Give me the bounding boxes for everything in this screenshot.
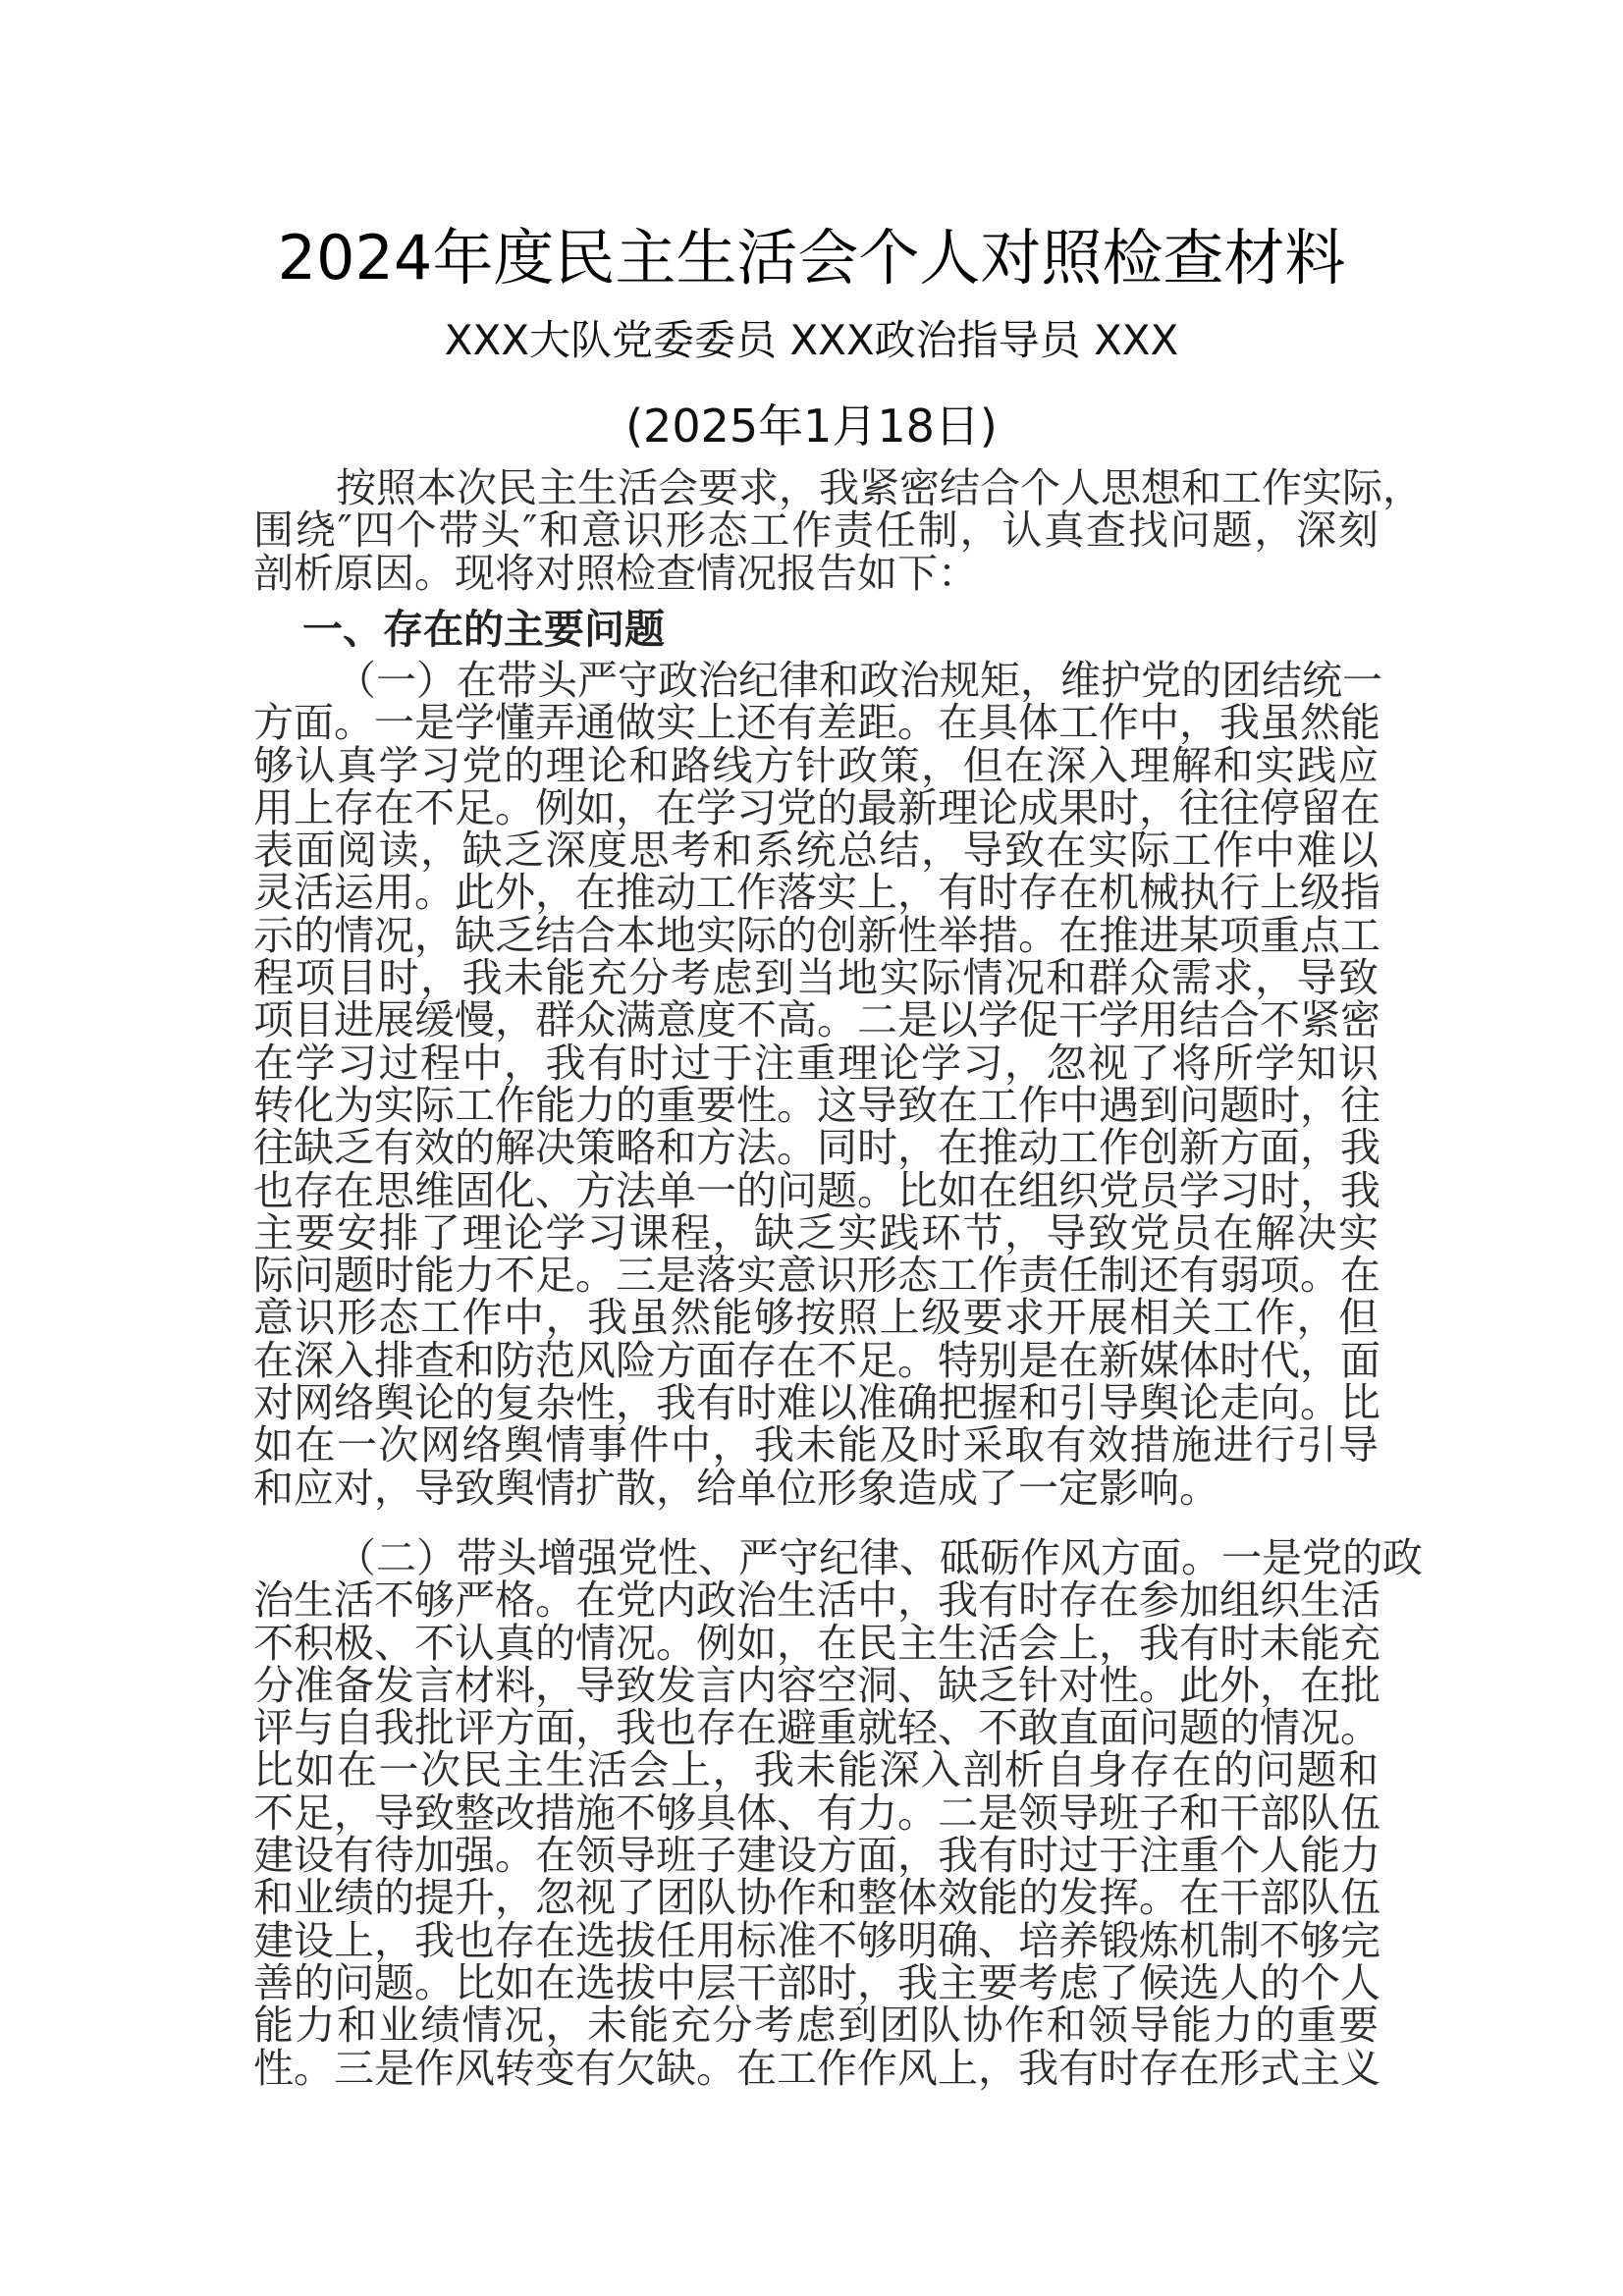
text-line: 主要安排了理论学习课程，缺乏实践环节，导致党员在解决实 <box>253 1208 1379 1256</box>
text-line: 不足，导致整改措施不够具体、有力。二是领导班子和干部队伍 <box>253 1789 1380 1837</box>
text-line: （二）带头增强党性、严守纪律、砥砺作风方面。一是党的政 <box>336 1534 1423 1581</box>
text-line: 程项目时，我未能充分考虑到当地实际情况和群众需求，导致 <box>253 954 1379 1002</box>
text-line: 和应对，导致舆情扩散，给单位形象造成了一定影响。 <box>253 1464 1219 1512</box>
text-line: 示的情况，缺乏结合本地实际的创新性举措。在推进某项重点工 <box>253 911 1380 959</box>
text-line: 在深入排查和防范风险方面存在不足。特别是在新媒体时代，面 <box>253 1336 1380 1384</box>
text-line: 剖析原因。现将对照检查情况报告如下： <box>253 549 978 597</box>
text-line: 对网络舆论的复杂性，我有时难以准确把握和引导舆论走向。比 <box>253 1379 1380 1427</box>
text-line: 如在一次网络舆情事件中，我未能及时采取有效措施进行引导 <box>253 1421 1379 1469</box>
text-line: 用上存在不足。例如，在学习党的最新理论成果时，往往停留在 <box>253 783 1380 831</box>
document-title: 2024年度民主生活会个人对照检查材料 <box>277 222 1346 294</box>
text-line: 际问题时能力不足。三是落实意识形态工作责任制还有弱项。在 <box>253 1252 1380 1300</box>
paragraph-1 <box>253 657 1382 1512</box>
text-line: 评与自我批评方面，我也存在避重就轻、不敢直面问题的情况。 <box>253 1704 1380 1752</box>
text-line: 善的问题。比如在选拔中层干部时，我主要考虑了候选人的个人 <box>253 1958 1380 2006</box>
text-line: 项目进展缓慢，群众满意度不高。二是以学促干学用结合不紧密 <box>253 996 1380 1044</box>
text-line: 比如在一次民主生活会上，我未能深入剖析自身存在的问题和 <box>253 1746 1379 1794</box>
text-line: 转化为实际工作能力的重要性。这导致在工作中遇到问题时，往 <box>253 1081 1380 1129</box>
text-line: 在学习过程中，我有时过于注重理论学习，忽视了将所学知识 <box>253 1039 1379 1087</box>
text-line: 往缺乏有效的解决策略和方法。同时，在推动工作创新方面，我 <box>253 1124 1380 1172</box>
text-line: 分准备发言材料，导致发言内容空洞、缺乏针对性。此外，在批 <box>253 1661 1380 1709</box>
text-line: 也存在思维固化、方法单一的问题。比如在组织党员学习时，我 <box>253 1166 1380 1214</box>
text-line: 能力和业绩情况，未能充分考虑到团队协作和领导能力的重要 <box>253 2002 1379 2050</box>
text-line: 性。三是作风转变有欠缺。在工作作风上，我有时存在形式主义 <box>253 2044 1380 2092</box>
text-line: 治生活不够严格。在党内政治生活中，我有时存在参加组织生活 <box>253 1576 1380 1625</box>
text-line: 不积极、不认真的情况。例如，在民主生活会上，我有时未能充 <box>253 1619 1380 1667</box>
text-line: 按照本次民主生活会要求，我紧密结合个人思想和工作实际， <box>336 464 1423 511</box>
text-line: 建设上，我也存在选拔任用标准不够明确、培养锻炼机制不够完 <box>253 1916 1380 1964</box>
section-heading: 一、存在的主要问题 <box>302 606 665 653</box>
text-line: 建设有待加强。在领导班子建设方面，我有时过于注重个人能力 <box>253 1832 1380 1880</box>
text-line: 意识形态工作中，我虽然能够按照上级要求开展相关工作，但 <box>253 1294 1379 1342</box>
text-line: 和业绩的提升，忽视了团队协作和整体效能的发挥。在干部队伍 <box>253 1874 1380 1922</box>
intro-paragraph <box>253 464 1423 597</box>
text-line: 够认真学习党的理论和路线方针政策，但在深入理解和实践应 <box>253 741 1379 789</box>
paragraph-2 <box>253 1534 1423 2092</box>
text-line: 灵活运用。此外，在推动工作落实上，有时存在机械执行上级指 <box>253 869 1380 917</box>
text-line: 方面。一是学懂弄通做实上还有差距。在具体工作中，我虽然能 <box>253 699 1380 747</box>
document-date: (2025年1月18日) <box>625 400 998 453</box>
text-line: 围绕″四个带头″和意识形态工作责任制，认真查找问题，深刻 <box>253 507 1379 555</box>
document-subtitle: XXX大队党委委员 XXX政治指导员 XXX <box>444 316 1179 364</box>
text-line: 表面阅读，缺乏深度思考和系统总结，导致在实际工作中难以 <box>253 827 1379 875</box>
text-line: （一）在带头严守政治纪律和政治规矩，维护党的团结统一 <box>336 657 1382 704</box>
